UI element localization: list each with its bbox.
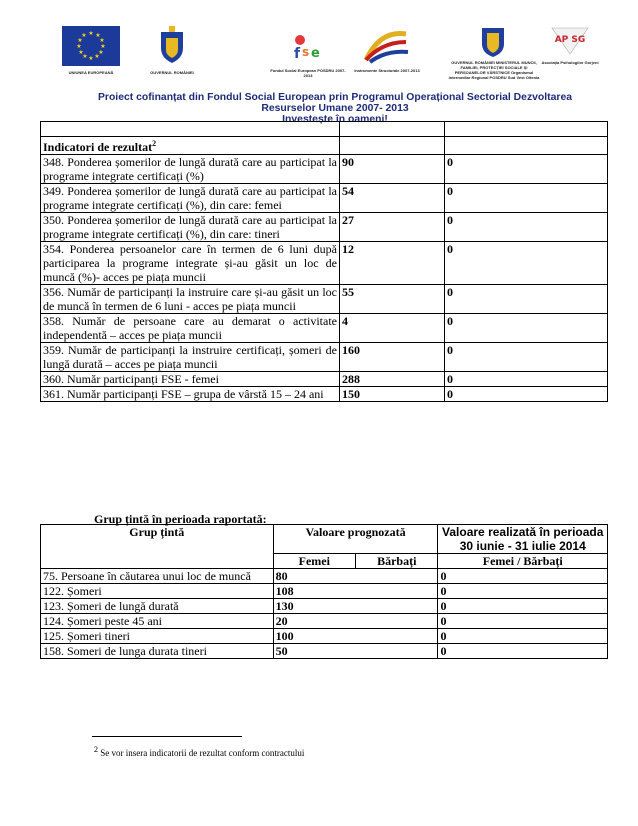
group-label: 122. Șomeri (41, 584, 274, 599)
col-realized-header: Valoare realizată în perioada 30 iunie - 31 iulie 2014 (438, 525, 608, 554)
group-label: 75. Persoane în căutarea unui loc de muncă (41, 569, 274, 584)
indicator-realized: 0 (445, 372, 608, 387)
svg-text:s: s (302, 45, 310, 59)
instrumente-structurale-logo (360, 28, 412, 64)
indicator-label: 350. Ponderea șomerilor de lungă durată care au participat la programe integrate certificați (%), din care: tineri (41, 213, 340, 242)
table-header-row (41, 137, 608, 155)
svg-text:e: e (311, 46, 320, 61)
indicator-realized: 0 (445, 184, 608, 213)
apsg-logo-mark: AP SG (554, 35, 586, 45)
table-row (41, 155, 608, 184)
indicator-value: 160 (340, 343, 445, 372)
group-label: 125. Șomeri tineri (41, 629, 274, 644)
table-row (41, 387, 608, 402)
indicator-value: 54 (340, 184, 445, 213)
group-realized: 0 (438, 629, 608, 644)
svg-text:★: ★ (94, 53, 100, 60)
indicator-label: 359. Număr de participanți la instruire certificați, șomeri de lungă durată – acces pe piața muncii (41, 343, 340, 372)
indicator-value: 150 (340, 387, 445, 402)
svg-text:f: f (294, 46, 301, 62)
col-group-header: Grup țintă (41, 525, 274, 569)
indicator-label: 361. Număr participanți FSE – grupa de vârstă 15 – 24 ani (41, 387, 340, 402)
table-row (41, 569, 608, 584)
banner-line-1: Proiect cofinanțat din Fondul Social European prin Programul Operațional Sectorial Dezvoltarea Resurselor Umane 2007- 2013 (97, 92, 573, 114)
table-row (41, 599, 608, 614)
group-value: 20 (273, 614, 438, 629)
svg-text:★: ★ (99, 37, 105, 44)
indicator-realized: 0 (445, 285, 608, 314)
table-row (41, 614, 608, 629)
group-label: 158. Someri de lunga durata tineri (41, 644, 274, 659)
svg-text:★: ★ (76, 43, 82, 50)
instrumente-caption: Instrumente Structurale 2007-2013 (354, 68, 420, 73)
group-realized: 0 (438, 599, 608, 614)
group-realized: 0 (438, 644, 608, 659)
fse-logo (290, 30, 326, 64)
eu-flag-logo (62, 26, 120, 66)
indicator-realized: 0 (445, 155, 608, 184)
table-row (41, 213, 608, 242)
result-indicators-table (40, 121, 608, 402)
fse-caption: Fondul Social European POSDRU 2007-2013 (270, 68, 346, 78)
table-row (41, 372, 608, 387)
group-value: 130 (273, 599, 438, 614)
svg-text:★: ★ (78, 49, 84, 56)
indicator-value: 90 (340, 155, 445, 184)
target-group-table (40, 524, 608, 659)
svg-text:★: ★ (77, 37, 83, 44)
footnote-number: 2 (94, 745, 98, 754)
group-realized: 0 (438, 584, 608, 599)
indicators-header: Indicatori de rezultat (43, 140, 153, 154)
group-realized: 0 (438, 569, 608, 584)
footnote-ref: 2 (152, 139, 157, 148)
footnote (94, 745, 304, 758)
indicator-value: 12 (340, 242, 445, 285)
table-row (41, 314, 608, 343)
indicator-realized: 0 (445, 343, 608, 372)
table-row (41, 285, 608, 314)
table-row (41, 242, 608, 285)
group-value: 80 (273, 569, 438, 584)
romania-govt-logo (158, 26, 186, 64)
group-value: 100 (273, 629, 438, 644)
svg-text:★: ★ (95, 32, 101, 39)
ministry-caption: GUVERNUL ROMÂNIEI MINISTERUL MUNCII, FAMILIEI, PROTECȚIEI SOCIALE ȘI PERSOANELOR VÂRSTNICE Organismul Intermediar Regional POSDRU Sud Vest Oltenia (448, 60, 540, 80)
indicator-value: 288 (340, 372, 445, 387)
sub-men-header: Bărbați (355, 554, 438, 569)
indicator-realized: 0 (445, 213, 608, 242)
indicator-realized: 0 (445, 242, 608, 285)
table-row (41, 343, 608, 372)
table-header-row (41, 525, 608, 554)
indicator-realized: 0 (445, 387, 608, 402)
sub-both-header: Femei / Bărbați (438, 554, 608, 569)
indicator-label: 354. Ponderea persoanelor care în termen de 6 luni după participarea la programe integrate și-au găsit un loc de muncă (%)- acces pe piața muncii (41, 242, 340, 285)
footnote-separator (92, 736, 242, 737)
indicator-label: 348. Ponderea șomerilor de lungă durată care au participat la programe integrate certificați (%) (41, 155, 340, 184)
table-row (41, 122, 608, 137)
table-row (41, 584, 608, 599)
svg-text:★: ★ (100, 43, 106, 50)
apsg-caption: Asociația Psihologilor Gorjeni (541, 60, 599, 65)
romania-govt-caption: GUVERNUL ROMÂNIEI (150, 70, 194, 75)
indicator-value: 55 (340, 285, 445, 314)
footnote-text: Se vor insera indicatorii de rezultat conform contractului (100, 748, 305, 758)
svg-text:★: ★ (98, 49, 104, 56)
indicator-label: 360. Număr participanți FSE - femei (41, 372, 340, 387)
apsg-logo (548, 24, 592, 56)
indicator-label: 356. Număr de participanți la instruire care și-au găsit un loc de muncă în termen de 6 luni - acces pe piața muncii (41, 285, 340, 314)
group-value: 50 (273, 644, 438, 659)
table-row (41, 644, 608, 659)
sub-women-header: Femei (273, 554, 355, 569)
ministry-logo (480, 24, 506, 58)
group-value: 108 (273, 584, 438, 599)
group-label: 124. Șomeri peste 45 ani (41, 614, 274, 629)
col-forecast-header: Valoare prognozată (273, 525, 438, 554)
indicator-value: 27 (340, 213, 445, 242)
eu-flag-caption: UNIUNEA EUROPEANĂ (68, 70, 114, 75)
target-group-title: Grup țintă în perioada raportată: (94, 512, 267, 526)
svg-text:★: ★ (88, 55, 94, 62)
indicator-label: 349. Ponderea șomerilor de lungă durată care au participat la programe integrate certificați (%), din care: femei (41, 184, 340, 213)
group-label: 123. Șomeri de lungă durată (41, 599, 274, 614)
banner-line-2: Investește în oameni! (282, 114, 388, 125)
indicator-value: 4 (340, 314, 445, 343)
table-row (41, 184, 608, 213)
group-realized: 0 (438, 614, 608, 629)
svg-text:★: ★ (82, 53, 88, 60)
header-logos (0, 0, 638, 92)
indicator-label: 358. Număr de persoane care au demarat o activitate independentă – acces pe piața muncii (41, 314, 340, 343)
indicator-realized: 0 (445, 314, 608, 343)
table-row (41, 629, 608, 644)
svg-text:★: ★ (88, 30, 94, 37)
svg-text:★: ★ (81, 32, 87, 39)
